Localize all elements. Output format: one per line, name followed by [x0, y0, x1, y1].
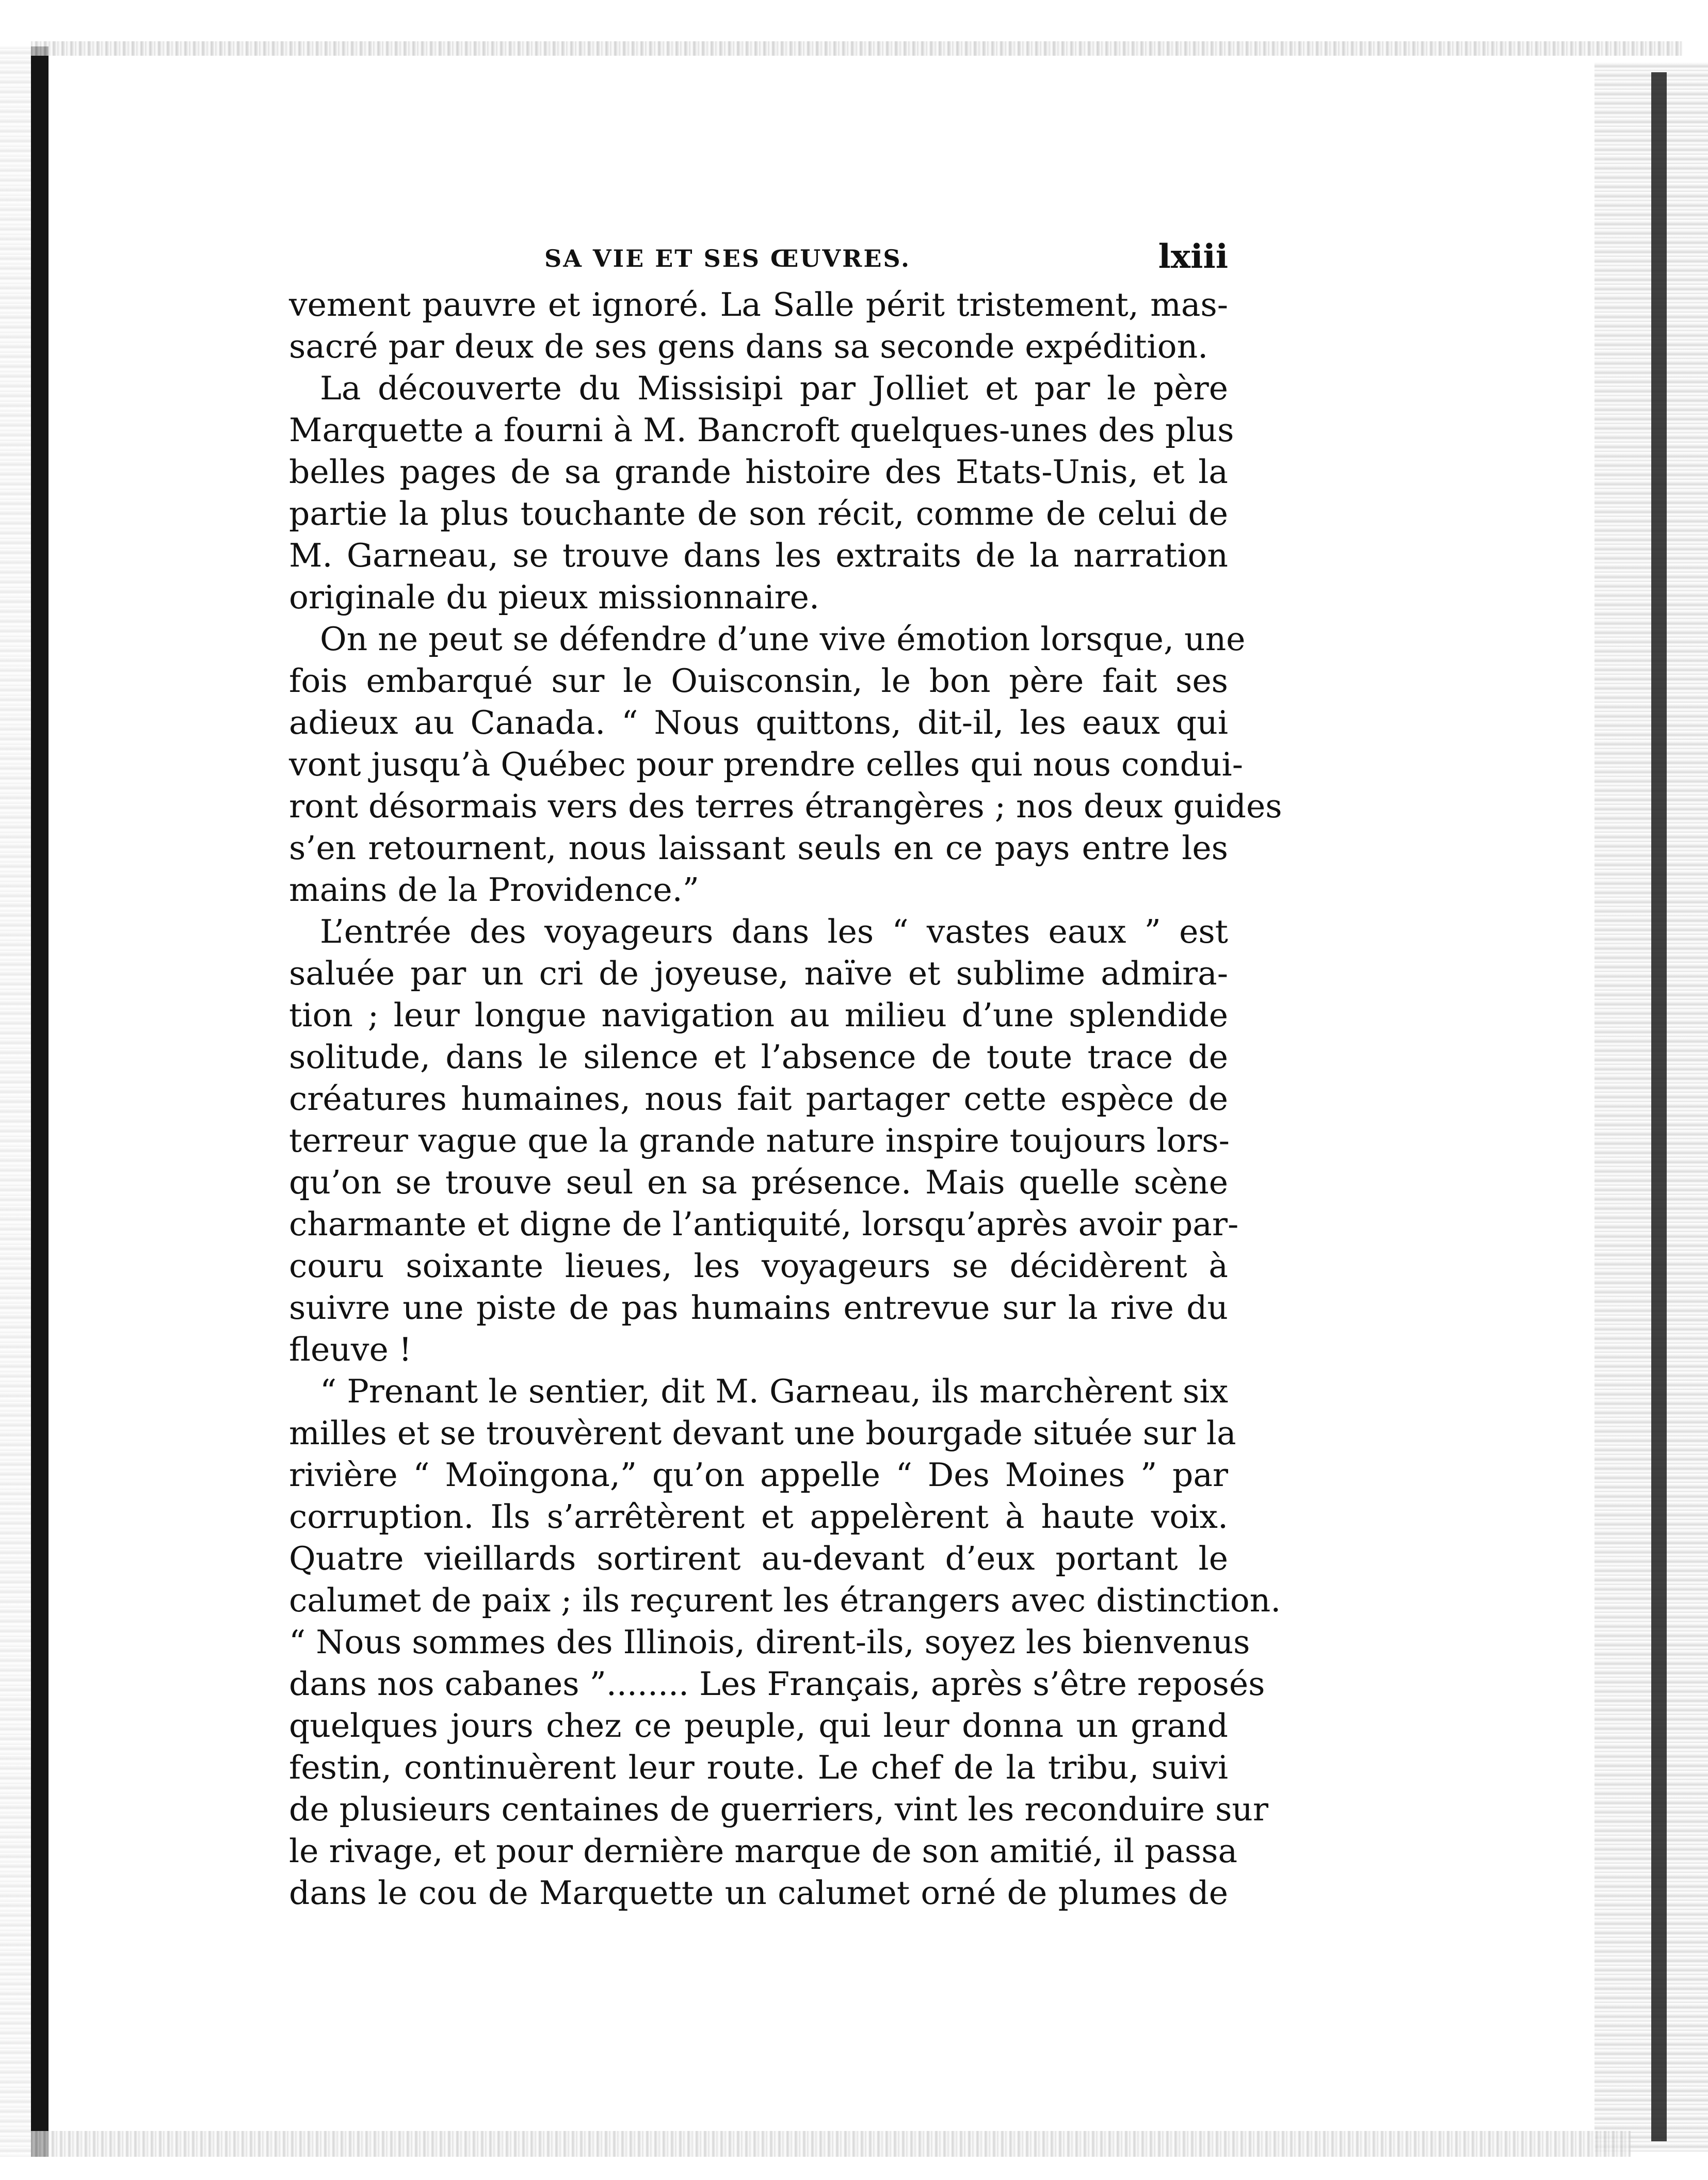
page-number: lxiii — [1158, 237, 1228, 276]
text-line: calumet de paix ; ils reçurent les étrangers avec distinction. — [289, 1581, 1281, 1619]
text-line: “ Nous sommes des Illinois, dirent-ils, soyez les bienvenus — [289, 1623, 1250, 1661]
text-line: Marquette a fourni à M. Bancroft quelques-unes des plus — [289, 411, 1234, 449]
text-line: rivière “ Moïngona,” qu’on appelle “ Des Moines ” par — [289, 1456, 1228, 1494]
text-line: On ne peut se défendre d’une vive émotion lorsque, une — [320, 620, 1246, 658]
text-line: ront désormais vers des terres étrangères ; nos deux guides — [289, 787, 1282, 825]
scan-edge-right — [1651, 72, 1667, 2141]
text-line: belles pages de sa grande histoire des Etats-Unis, et la — [289, 453, 1228, 491]
text-line: Quatre vieillards sortirent au-devant d’eux portant le — [289, 1540, 1228, 1577]
text-line: vement pauvre et ignoré. La Salle périt tristement, mas- — [289, 286, 1228, 324]
text-line: fleuve ! — [289, 1331, 412, 1368]
text-line: qu’on se trouve seul en sa présence. Mais quelle scène — [289, 1164, 1228, 1201]
text-line: tion ; leur longue navigation au milieu d’une splendide — [289, 996, 1228, 1034]
text-line: s’en retournent, nous laissant seuls en ce pays entre les — [289, 829, 1228, 867]
scan-edge-left — [31, 46, 49, 2157]
text-line: quelques jours chez ce peuple, qui leur donna un grand — [289, 1707, 1228, 1745]
text-line: fois embarqué sur le Ouisconsin, le bon père fait ses — [289, 662, 1228, 700]
text-line: terreur vague que la grande nature inspire toujours lors- — [289, 1122, 1230, 1159]
text-line: le rivage, et pour dernière marque de son amitié, il passa — [289, 1832, 1238, 1870]
scan-edge-top — [31, 41, 1682, 56]
text-line: sacré par deux de ses gens dans sa seconde expédition. — [289, 328, 1209, 365]
text-line: solitude, dans le silence et l’absence de toute trace de — [289, 1038, 1228, 1076]
body-text — [289, 284, 1282, 1914]
book-page — [289, 237, 1282, 1914]
text-line: adieux au Canada. “ Nous quittons, dit-il, les eaux qui — [289, 704, 1228, 741]
text-line: dans le cou de Marquette un calumet orné de plumes de — [289, 1874, 1228, 1912]
text-line: La découverte du Missisipi par Jolliet et par le père — [320, 369, 1228, 407]
scan-edge-left-noise — [0, 46, 31, 2157]
text-line: couru soixante lieues, les voyageurs se décidèrent à — [289, 1247, 1228, 1285]
text-line: milles et se trouvèrent devant une bourgade située sur la — [289, 1414, 1236, 1452]
running-title: SA VIE ET SES ŒUVRES. — [544, 245, 911, 272]
text-line: dans nos cabanes ”........ Les Français, après s’être reposés — [289, 1665, 1265, 1703]
text-line: saluée par un cri de joyeuse, naïve et sublime admira- — [289, 955, 1228, 992]
scan-edge-bottom — [31, 2131, 1631, 2157]
text-line: originale du pieux missionnaire. — [289, 578, 819, 616]
text-line: partie la plus touchante de son récit, comme de celui de — [289, 495, 1228, 532]
running-head — [289, 237, 1228, 284]
text-line: charmante et digne de l’antiquité, lorsqu’après avoir par- — [289, 1205, 1239, 1243]
text-line: mains de la Providence.” — [289, 871, 699, 909]
text-line: de plusieurs centaines de guerriers, vint les reconduire sur — [289, 1790, 1268, 1828]
text-line: corruption. Ils s’arrêtèrent et appelèrent à haute voix. — [289, 1498, 1228, 1536]
text-line: vont jusqu’à Québec pour prendre celles qui nous condui- — [289, 746, 1243, 783]
text-line: L’entrée des voyageurs dans les “ vastes eaux ” est — [320, 913, 1228, 950]
text-line: créatures humaines, nous fait partager cette espèce de — [289, 1080, 1228, 1118]
text-line: “ Prenant le sentier, dit M. Garneau, ils marchèrent six — [320, 1372, 1228, 1410]
text-line: festin, continuèrent leur route. Le chef de la tribu, suivi — [289, 1749, 1228, 1786]
text-line: M. Garneau, se trouve dans les extraits de la narration — [289, 537, 1228, 574]
text-line: suivre une piste de pas humains entrevue sur la rive du — [289, 1289, 1228, 1327]
